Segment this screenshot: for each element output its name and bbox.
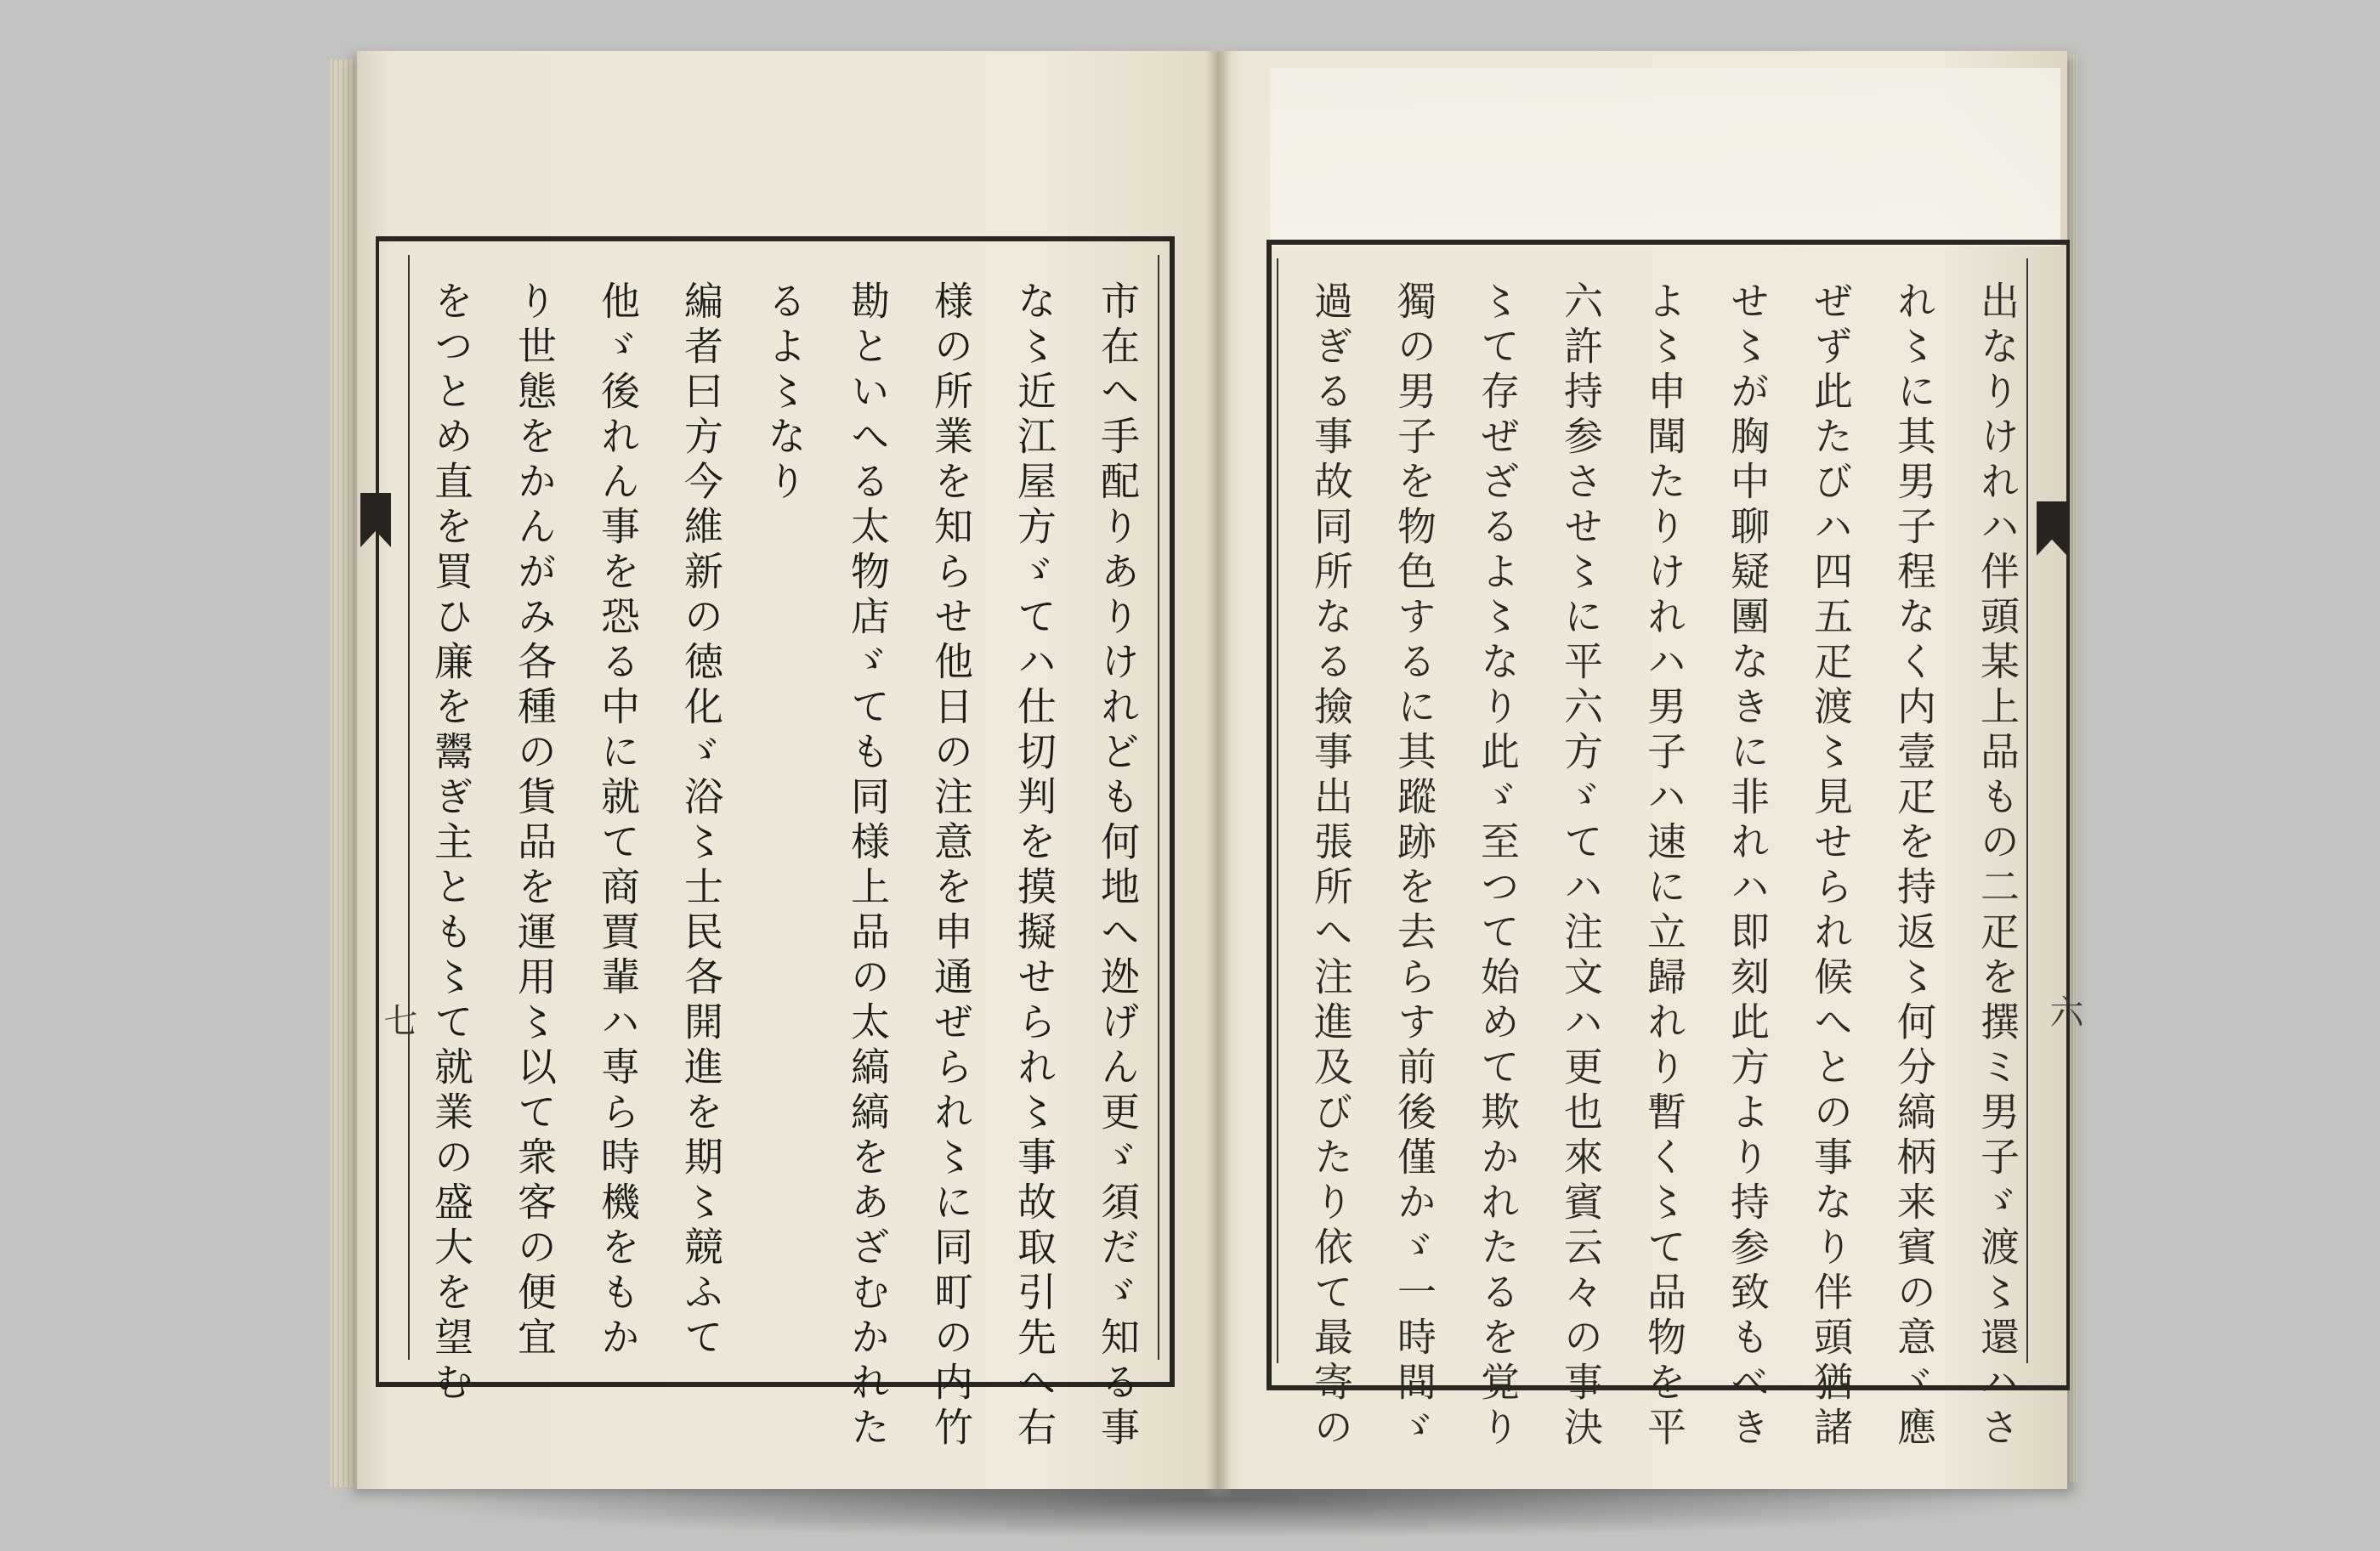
- text-column: 獨の男子を物色するに其蹤跡を去らす前後僅かゞ一時間ゞ: [1391, 280, 1437, 1452]
- text-column: せ〻が胸中聊疑團なきに非れハ即刻此方より持参致もべき: [1725, 280, 1771, 1452]
- text-column: 編者曰方今維新の徳化ゞ浴〻士民各開進を期〻競ふて: [678, 280, 724, 1361]
- text-column: るよ〻なり: [762, 280, 808, 506]
- text-column: をつとめ直を買ひ廉を鬻ぎ主とも〻て就業の盛大を望む: [428, 280, 474, 1407]
- text-column: ぜず此たびハ四五疋渡〻見せられ候へとの事なり伴頭猶諸: [1808, 280, 1854, 1452]
- text-column: 勘といへる太物店ゞても同様上品の太縞縞をあざむかれた: [845, 280, 891, 1452]
- tissue-overlay: [1270, 68, 2060, 246]
- left-page-text: [428, 280, 1148, 1452]
- text-column: よ〻申聞たりけれハ男子ハ速に立歸れり暫く〻て品物を平: [1641, 280, 1687, 1452]
- text-column: り世態をかんがみ各種の貨品を運用〻以て衆客の便宜: [512, 280, 558, 1361]
- text-column: 〻て存ぜざるよ〻なり此ゞ至つて始めて欺かれたるを覚り: [1475, 280, 1521, 1452]
- text-column: 出なりけれハ伴頭某上品もの二疋を撰ミ男子ゞ渡〻還ハさ: [1975, 280, 2020, 1452]
- text-column: 過ぎる事故同所なる撿事出張所へ注進及びたり依て最寄の: [1308, 280, 1354, 1452]
- text-column: 六許持参させ〻に平六方ゞてハ注文ハ更也來賓云々の事決: [1558, 280, 1604, 1452]
- left-page-number: 七: [378, 1003, 417, 1037]
- text-column: 他ゞ後れん事を恐る中に就て商賈輩ハ専ら時機をもか: [595, 280, 641, 1361]
- text-column: 市在へ手配りありけれども何地へ迯げん更ゞ須だゞ知る事: [1095, 280, 1141, 1452]
- text-column: 様の所業を知らせ他日の注意を申通ぜられ〻に同町の内竹: [928, 280, 974, 1452]
- text-column: れ〻に其男子程なく内壹疋を持返〻何分縞柄来賓の意ゞ應: [1891, 280, 1937, 1452]
- text-column: な〻近江屋方ゞてハ仕切判を摸擬せられ〻事故取引先へ右: [1012, 280, 1057, 1452]
- book-spine: [1205, 51, 1231, 1489]
- right-page-text: [1300, 280, 2027, 1452]
- right-page-number: 六: [2044, 994, 2083, 1028]
